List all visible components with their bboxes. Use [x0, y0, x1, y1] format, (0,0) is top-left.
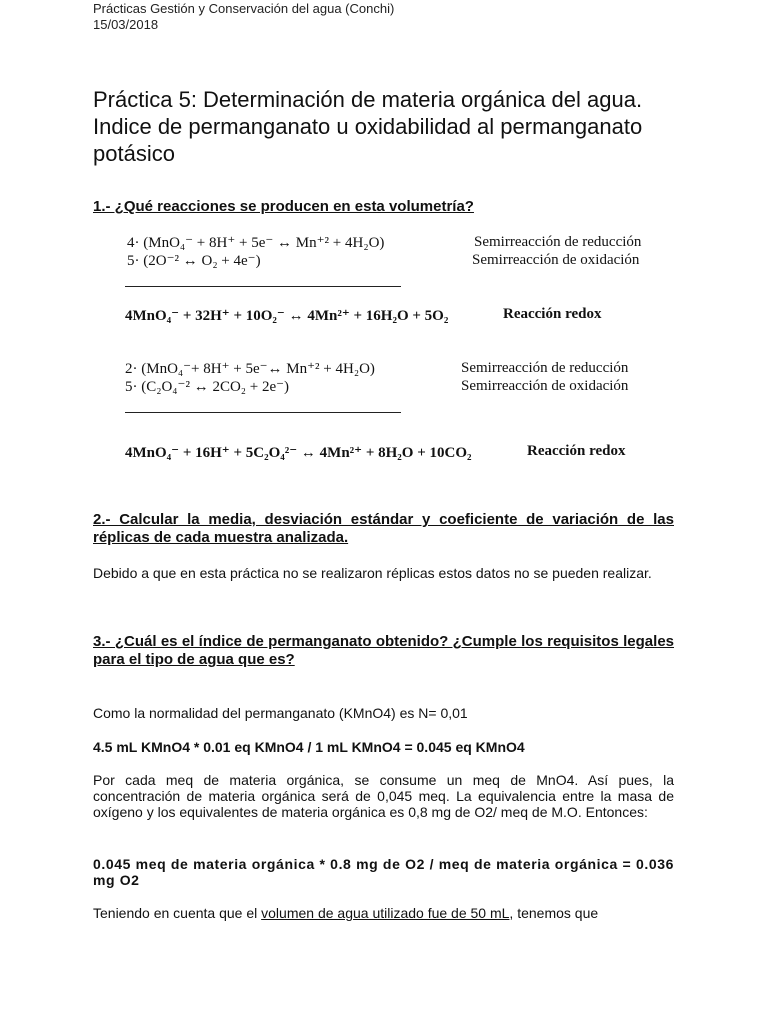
block2-oxidation-label: Semirreacción de oxidación — [461, 378, 629, 394]
title-line-2: Indice de permanganato u oxidabilidad al permanganato — [93, 114, 643, 139]
block1-redox-equation: 4MnO₄⁻ + 32H⁺ + 10O₂⁻ ↔ 4Mn²⁺ + 16H₂O + 5O₂ — [125, 308, 449, 324]
block1-oxidation-equation: 5· (2O⁻² ↔ O₂ + 4e⁻) — [127, 253, 261, 269]
block1-oxidation-label: Semirreacción de oxidación — [472, 252, 640, 268]
volume-statement-underlined: volumen de agua utilizado fue de 50 mL — [261, 905, 510, 921]
volume-statement-start: Teniendo en cuenta que el — [93, 905, 262, 921]
header-course: Prácticas Gestión y Conservación del agua (Conchi) — [93, 1, 395, 16]
block1-redox-label: Reacción redox — [503, 306, 602, 322]
page-header — [93, 1, 394, 33]
block2-oxidation-equation: 5· (C₂O₄⁻² ↔ 2CO₂ + 2e⁻) — [125, 379, 290, 395]
title-line-3: potásico — [93, 141, 175, 166]
block2-sum-line — [125, 412, 401, 413]
question-2-answer: Debido a que en esta práctica no se realizaron réplicas estos datos no se pueden realizar. — [93, 565, 652, 581]
block2-reduction-label: Semirreacción de reducción — [461, 360, 629, 376]
block2-redox-label: Reacción redox — [527, 443, 626, 459]
header-date: 15/03/2018 — [93, 17, 159, 32]
block1-reduction-equation: 4· (MnO₄⁻ + 8H⁺ + 5e⁻ ↔ Mn⁺² + 4H₂O) — [127, 235, 385, 251]
question-1-heading: 1.- ¿Qué reacciones se producen en esta volumetría? — [93, 198, 474, 215]
normality-statement: Como la normalidad del permanganato (KMnO4) es N= 0,01 — [93, 705, 468, 721]
volume-statement — [93, 905, 674, 921]
block1-sum-line — [125, 286, 401, 287]
page-title — [93, 86, 693, 167]
calculation-2: 0.045 meq de materia orgánica * 0.8 mg de O2 / meq de materia orgánica = 0.036 mg O2 — [93, 856, 674, 888]
question-3-heading: 3.- ¿Cuál es el índice de permanganato obtenido? ¿Cumple los requisitos legales para el tipo de agua que es? — [93, 633, 674, 668]
explanation-paragraph: Por cada meq de materia orgánica, se consume un meq de MnO4. Así pues, la concentración de materia orgánica será de 0,045 meq. La equivalencia entre la masa de oxígeno y los equivalentes de materia orgánica es 0,8 mg de O2/ meq de M.O. Entonces: — [93, 772, 674, 820]
title-line-1: Práctica 5: Determinación de materia orgánica del agua. — [93, 87, 643, 112]
question-2-heading: 2.- Calcular la media, desviación estándar y coeficiente de variación de las réplicas de cada muestra analizada. — [93, 511, 674, 546]
block1-reduction-label: Semirreacción de reducción — [474, 234, 642, 250]
volume-statement-end: , tenemos que — [509, 905, 599, 921]
block2-redox-equation: 4MnO₄⁻ + 16H⁺ + 5C₂O₄²⁻ ↔ 4Mn²⁺ + 8H₂O + 10CO₂ — [125, 445, 472, 461]
block2-reduction-equation: 2· (MnO₄⁻+ 8H⁺ + 5e⁻↔ Mn⁺² + 4H₂O) — [125, 361, 375, 377]
calculation-1: 4.5 mL KMnO4 * 0.01 eq KMnO4 / 1 mL KMnO4 = 0.045 eq KMnO4 — [93, 739, 525, 755]
